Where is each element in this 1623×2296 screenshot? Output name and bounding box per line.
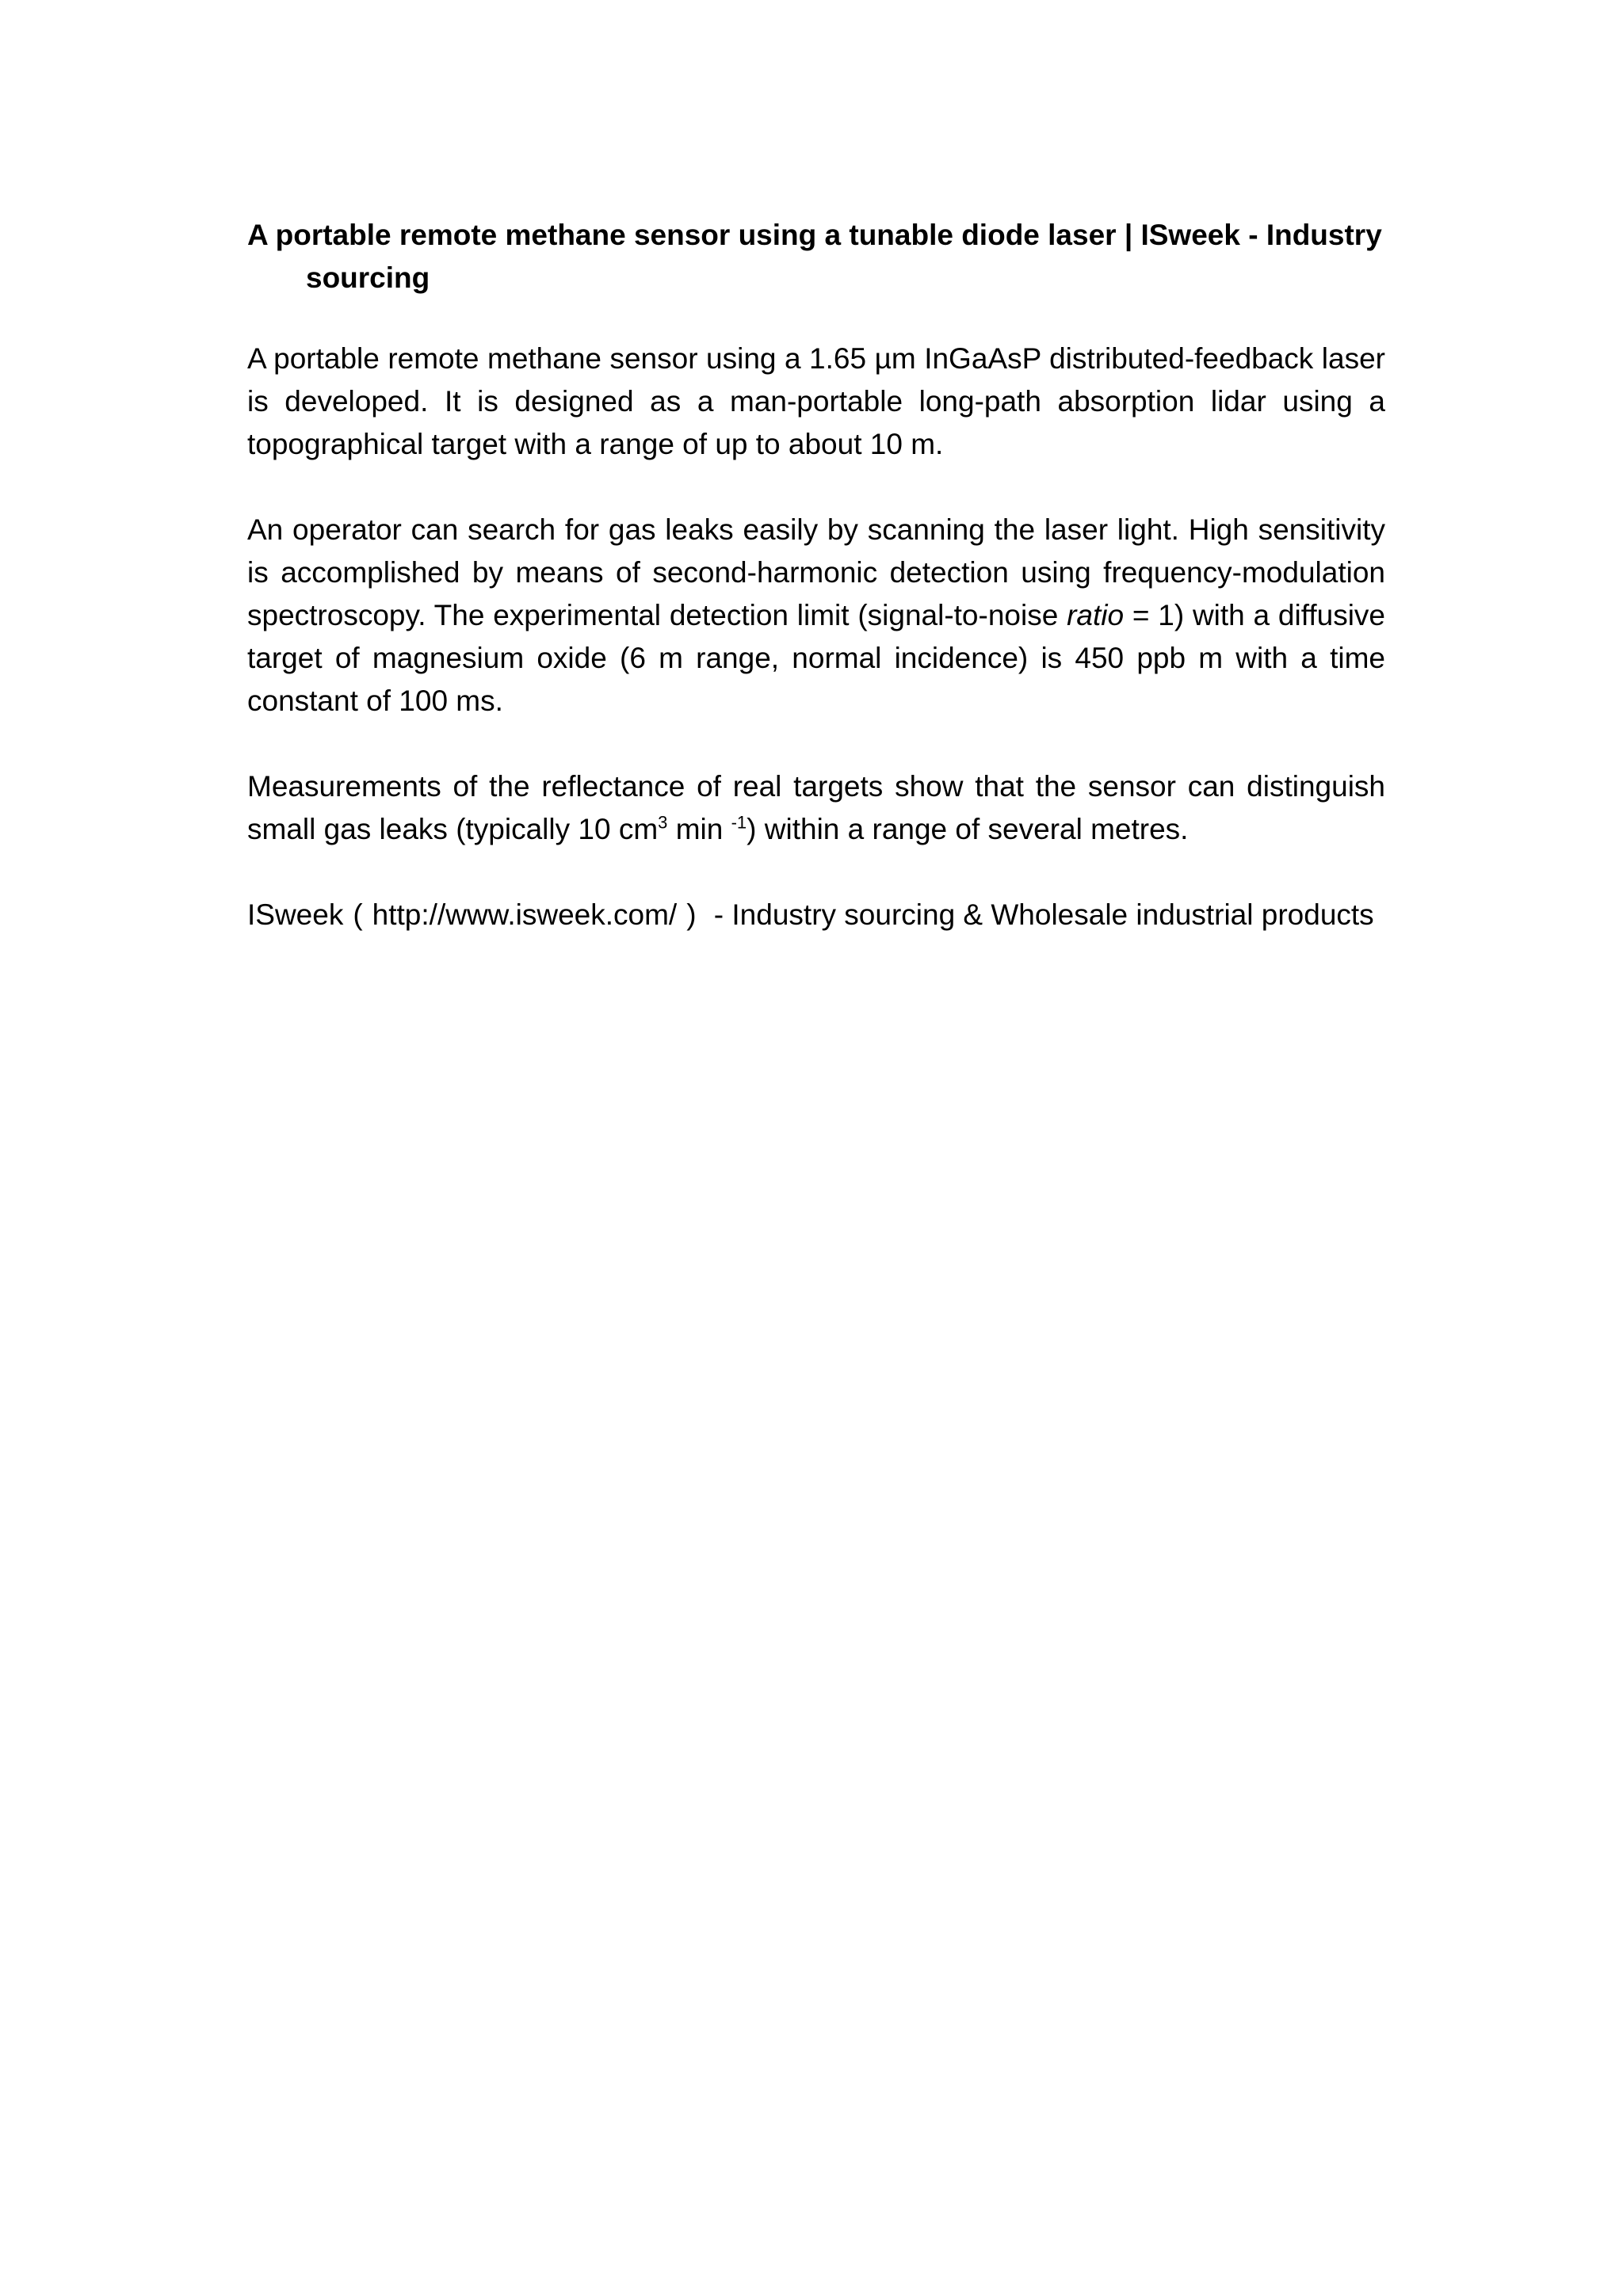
paragraph-intro: A portable remote methane sensor using a 1.65 µm InGaAsP distributed-feedback laser is developed. It is designed as a man-portable long-path absorption lidar using a topographical target with a range of up to about 10 m. (247, 342, 1385, 460)
source-footer (247, 894, 1385, 936)
italic-ratio: ratio (1067, 599, 1125, 631)
footer-close-paren: ) (686, 898, 697, 931)
footer-brand: ISweek (247, 898, 344, 931)
paragraph-measurements-text-b: min (667, 813, 731, 845)
document-page (247, 214, 1385, 936)
footer-open-paren: ( (353, 898, 363, 931)
superscript-per-minute: -1 (731, 812, 747, 833)
paragraph-measurements-text-a: Measurements of the reflectance of real targets show that the sensor can distinguish small gas leaks (typically 10 cm (247, 770, 1385, 845)
paragraph-sensitivity (247, 509, 1385, 723)
paragraph-sensitivity-text-a: An operator can search for gas leaks easily by scanning the laser light. High sensitivity is accomplished by means of second-harmonic detection using frequency-modulation spectroscopy. The experimental detection limit (signal-to-noise (247, 513, 1385, 631)
paragraph-sensitivity-text-b: = 1) with a diffusive target of magnesium oxide (6 m range, normal incidence) is 450 ppb m with a time constant of 100 ms. (247, 599, 1385, 717)
document-title: A portable remote methane sensor using a tunable diode laser | ISweek - Industry sourcing (247, 219, 1382, 294)
superscript-cubed: 3 (658, 812, 668, 833)
footer-tagline: - Industry sourcing & Wholesale industrial products (705, 898, 1374, 931)
paragraph-measurements-text-c: ) within a range of several metres. (747, 813, 1189, 845)
paragraph-measurements (247, 765, 1385, 851)
source-link[interactable]: http://www.isweek.com/ (372, 898, 678, 931)
